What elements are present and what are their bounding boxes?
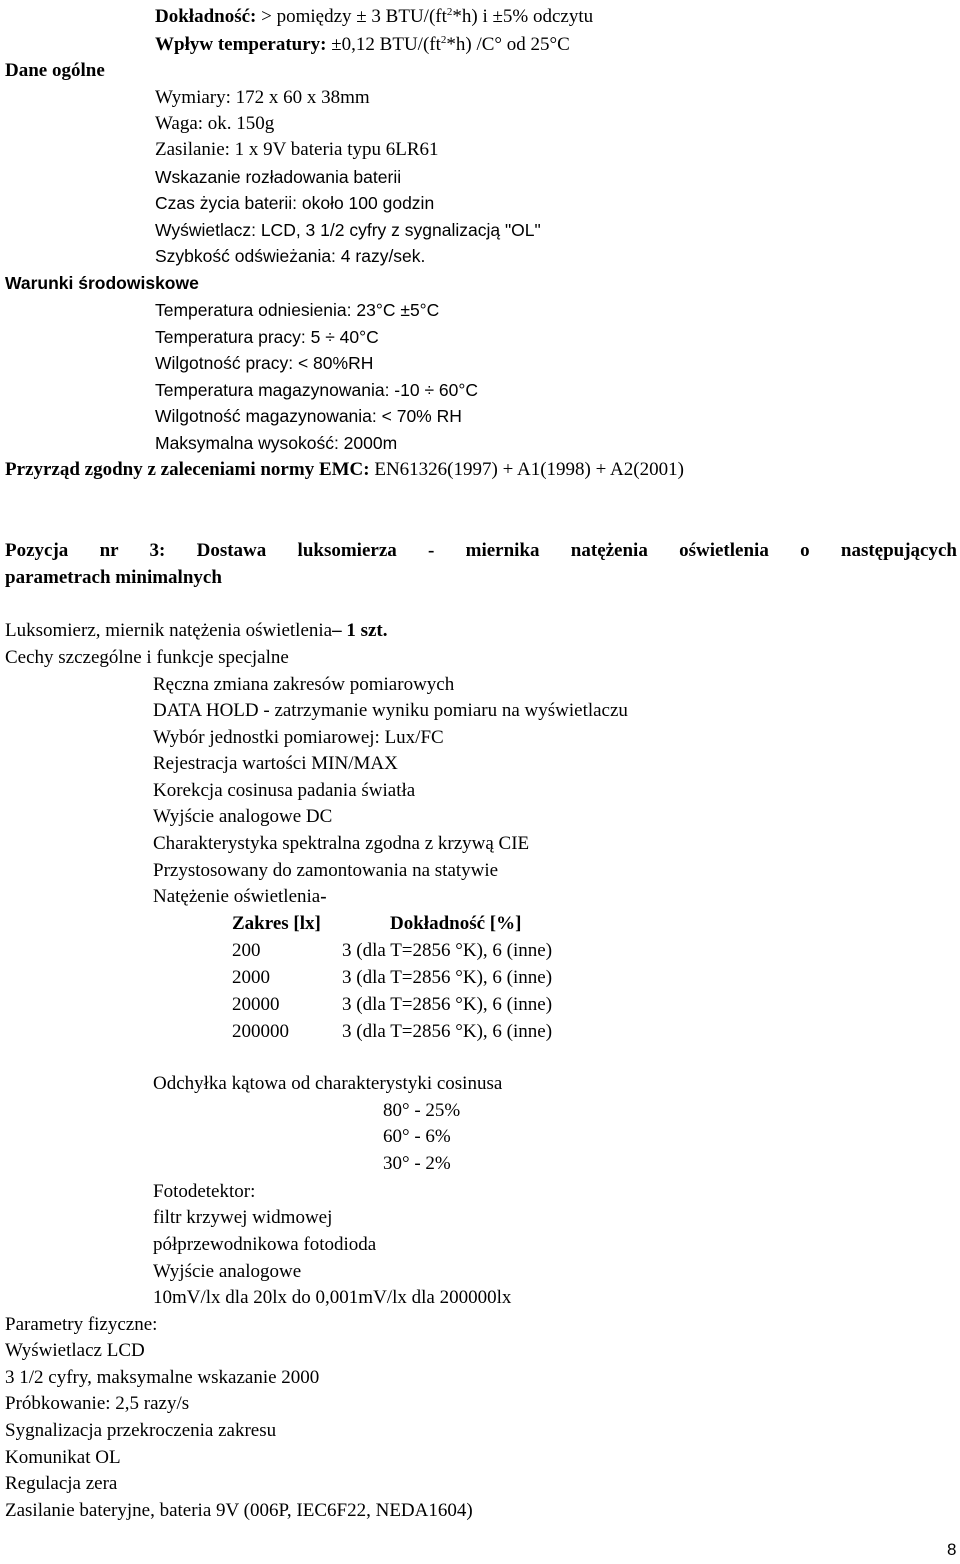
detector-line: Wyjście analogowe — [153, 1261, 302, 1282]
table-cell-accuracy: 3 (dla T=2856 °K), 6 (inne) — [342, 967, 553, 988]
feature-item: Rejestracja wartości MIN/MAX — [153, 753, 398, 774]
feature-item: Charakterystyka spektralna zgodna z krzywą CIE — [153, 833, 530, 854]
accuracy-label: Dokładność: — [155, 6, 257, 27]
table-cell-range: 2000 — [232, 967, 270, 988]
physical-line: Parametry fizyczne: — [5, 1314, 158, 1335]
feature-item: DATA HOLD - zatrzymanie wyniku pomiaru na wyświetlaczu — [153, 700, 628, 721]
feature-item: Ręczna zmiana zakresów pomiarowych — [153, 674, 455, 695]
emc-label: Przyrząd zgodny z zaleceniami normy EMC: — [5, 459, 370, 480]
table-cell-accuracy: 3 (dla T=2856 °K), 6 (inne) — [342, 940, 553, 961]
feature-item: Wyjście analogowe DC — [153, 806, 333, 827]
detector-line: Fotodetektor: — [153, 1181, 256, 1202]
table-cell-range: 200000 — [232, 1021, 289, 1042]
temperature-effect-label: Wpływ temperatury: — [155, 34, 327, 55]
general-item: Wyświetlacz: LCD, 3 1/2 cyfry z sygnalizacją "OL" — [155, 220, 541, 240]
environment-item: Wilgotność pracy: < 80%RH — [155, 353, 374, 373]
product-name: Luksomierz, miernik natężenia oświetlenia — [5, 620, 333, 641]
general-item: Waga: ok. 150g — [155, 113, 275, 134]
position-heading: Pozycja nr 3: Dostawa luksomierza - miernika natężenia oświetlenia o następujących — [5, 540, 957, 561]
physical-line: Wyświetlacz LCD — [5, 1340, 145, 1361]
emc-line — [5, 459, 684, 481]
feature-item: Wybór jednostki pomiarowej: Lux/FC — [153, 727, 444, 748]
general-item: Wskazanie rozładowania baterii — [155, 167, 402, 187]
position-heading-cont: parametrach minimalnych — [5, 567, 222, 588]
product-line — [5, 620, 388, 642]
product-quantity: – 1 szt. — [332, 620, 388, 641]
illumination-dash: - — [320, 886, 327, 907]
general-item: Czas życia baterii: około 100 godzin — [155, 193, 435, 213]
illumination-text: Natężenie oświetlenia — [153, 886, 321, 907]
physical-line: Zasilanie bateryjne, bateria 9V (006P, IEC6F22, NEDA1604) — [5, 1500, 473, 1521]
angular-heading: Odchyłka kątowa od charakterystyki cosinusa — [153, 1073, 503, 1094]
temperature-effect-sup: 2 — [440, 34, 447, 46]
temperature-effect-value-b: *h) /C° od 25°C — [446, 34, 570, 55]
physical-line: Komunikat OL — [5, 1447, 121, 1468]
environment-item: Temperatura pracy: 5 ÷ 40°C — [155, 327, 379, 347]
table-header-accuracy: Dokładność [%] — [390, 913, 522, 934]
general-heading: Dane ogólne — [5, 60, 105, 81]
physical-line: Próbkowanie: 2,5 razy/s — [5, 1393, 190, 1414]
environment-item: Temperatura magazynowania: -10 ÷ 60°C — [155, 380, 479, 400]
accuracy-sup: 2 — [446, 6, 453, 18]
detector-line: półprzewodnikowa fotodioda — [153, 1234, 377, 1255]
table-cell-accuracy: 3 (dla T=2856 °K), 6 (inne) — [342, 1021, 553, 1042]
temperature-effect-value-a: ±0,12 BTU/(ft — [331, 34, 441, 55]
emc-value: EN61326(1997) + A1(1998) + A2(2001) — [369, 459, 684, 480]
physical-line: 3 1/2 cyfry, maksymalne wskazanie 2000 — [5, 1367, 320, 1388]
environment-heading: Warunki środowiskowe — [5, 273, 199, 293]
accuracy-line — [155, 6, 593, 28]
table-cell-range: 200 — [232, 940, 261, 961]
feature-item: Korekcja cosinusa padania światła — [153, 780, 416, 801]
physical-line: Sygnalizacja przekroczenia zakresu — [5, 1420, 277, 1441]
accuracy-value-a: > pomiędzy ± 3 BTU/(ft — [261, 6, 447, 27]
page-number: 8 — [947, 1540, 957, 1559]
illumination-label — [153, 886, 327, 908]
angular-item: 80° - 25% — [383, 1100, 461, 1121]
general-item: Zasilanie: 1 x 9V bateria typu 6LR61 — [155, 139, 439, 160]
environment-item: Wilgotność magazynowania: < 70% RH — [155, 406, 462, 426]
physical-line: Regulacja zera — [5, 1473, 118, 1494]
angular-item: 30° - 2% — [383, 1153, 451, 1174]
angular-item: 60° - 6% — [383, 1126, 451, 1147]
table-cell-accuracy: 3 (dla T=2856 °K), 6 (inne) — [342, 994, 553, 1015]
table-header-range: Zakres [lx] — [232, 913, 321, 934]
features-heading: Cechy szczególne i funkcje specjalne — [5, 647, 289, 668]
general-item: Szybkość odświeżania: 4 razy/sek. — [155, 246, 426, 266]
table-cell-range: 20000 — [232, 994, 280, 1015]
detector-line: filtr krzywej widmowej — [153, 1207, 333, 1228]
environment-item: Maksymalna wysokość: 2000m — [155, 433, 398, 453]
accuracy-value-b: *h) i ±5% odczytu — [452, 6, 594, 27]
temperature-effect-line — [155, 34, 570, 56]
environment-item: Temperatura odniesienia: 23°C ±5°C — [155, 300, 440, 320]
feature-item: Przystosowany do zamontowania na statywie — [153, 860, 499, 881]
general-item: Wymiary: 172 x 60 x 38mm — [155, 87, 370, 108]
detector-line: 10mV/lx dla 20lx do 0,001mV/lx dla 200000lx — [153, 1287, 512, 1308]
